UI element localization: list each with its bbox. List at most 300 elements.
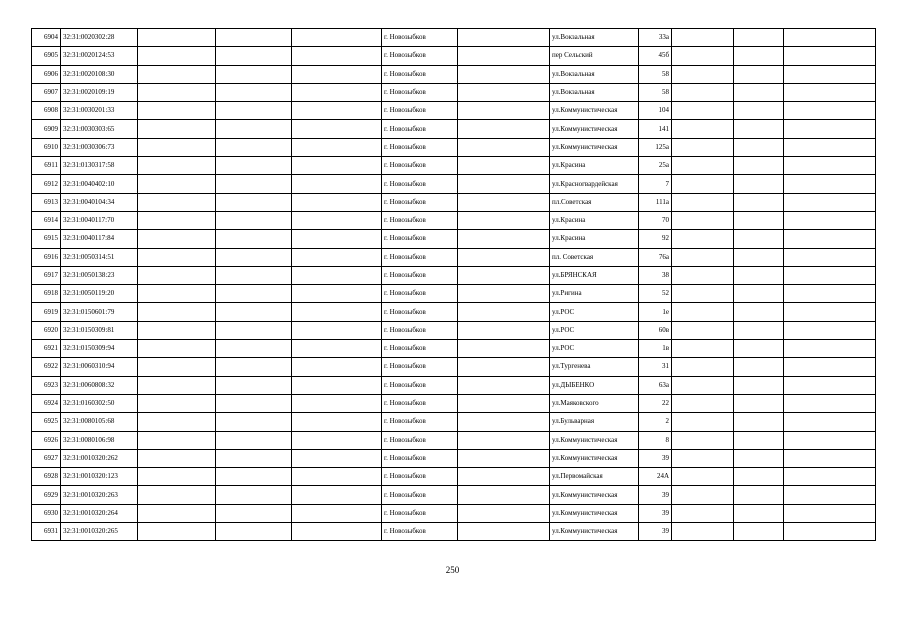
empty-cell (138, 303, 216, 321)
empty-cell (458, 431, 550, 449)
house-number-cell: 39 (639, 449, 672, 467)
empty-cell (138, 523, 216, 541)
empty-cell (216, 83, 292, 101)
empty-cell (216, 340, 292, 358)
empty-cell (292, 65, 382, 83)
empty-cell (734, 138, 784, 156)
empty-cell (216, 303, 292, 321)
empty-cell (138, 449, 216, 467)
row-number-cell: 6931 (32, 523, 61, 541)
row-number-cell: 6919 (32, 303, 61, 321)
empty-cell (216, 29, 292, 47)
cadastral-number-cell: 32:31:0060808:32 (61, 376, 138, 394)
row-number-cell: 6917 (32, 266, 61, 284)
empty-cell (734, 65, 784, 83)
city-cell: г. Новозыбков (382, 230, 458, 248)
empty-cell (672, 65, 734, 83)
street-cell: ул.Коммунистическая (550, 504, 639, 522)
street-cell: ул.Красногвардейская (550, 175, 639, 193)
empty-cell (672, 321, 734, 339)
city-cell: г. Новозыбков (382, 303, 458, 321)
empty-cell (216, 248, 292, 266)
cadastral-number-cell: 32:31:0010320:123 (61, 468, 138, 486)
empty-cell (672, 449, 734, 467)
empty-cell (138, 266, 216, 284)
house-number-cell: 125а (639, 138, 672, 156)
empty-cell (734, 120, 784, 138)
table-row (32, 358, 876, 376)
house-number-cell: 92 (639, 230, 672, 248)
empty-cell (458, 47, 550, 65)
empty-cell (734, 321, 784, 339)
empty-cell (672, 211, 734, 229)
empty-cell (138, 120, 216, 138)
row-number-cell: 6916 (32, 248, 61, 266)
city-cell: г. Новозыбков (382, 138, 458, 156)
row-number-cell: 6904 (32, 29, 61, 47)
cadastral-number-cell: 32:31:0080105:68 (61, 413, 138, 431)
empty-cell (138, 394, 216, 412)
row-number-cell: 6926 (32, 431, 61, 449)
empty-cell (672, 303, 734, 321)
empty-cell (292, 449, 382, 467)
city-cell: г. Новозыбков (382, 266, 458, 284)
table-row (32, 65, 876, 83)
house-number-cell: 38 (639, 266, 672, 284)
empty-cell (784, 47, 876, 65)
house-number-cell: 1в (639, 340, 672, 358)
empty-cell (292, 413, 382, 431)
row-number-cell: 6911 (32, 157, 61, 175)
empty-cell (292, 303, 382, 321)
cadastral-number-cell: 32:31:0150601:79 (61, 303, 138, 321)
city-cell: г. Новозыбков (382, 211, 458, 229)
empty-cell (734, 504, 784, 522)
cadastral-number-cell: 32:31:0040104:34 (61, 193, 138, 211)
empty-cell (138, 285, 216, 303)
street-cell: ул.Вокзальная (550, 29, 639, 47)
empty-cell (458, 120, 550, 138)
empty-cell (672, 523, 734, 541)
empty-cell (292, 431, 382, 449)
street-cell: ул.РОС (550, 321, 639, 339)
street-cell: ул.Коммунистическая (550, 138, 639, 156)
empty-cell (216, 376, 292, 394)
street-cell: ул.Красина (550, 211, 639, 229)
row-number-cell: 6924 (32, 394, 61, 412)
house-number-cell: 58 (639, 65, 672, 83)
house-number-cell: 141 (639, 120, 672, 138)
empty-cell (138, 47, 216, 65)
street-cell: ул.Вокзальная (550, 83, 639, 101)
empty-cell (458, 394, 550, 412)
empty-cell (458, 358, 550, 376)
row-number-cell: 6909 (32, 120, 61, 138)
empty-cell (138, 83, 216, 101)
table-row (32, 266, 876, 284)
cadastral-number-cell: 32:31:0040402:10 (61, 175, 138, 193)
empty-cell (138, 65, 216, 83)
empty-cell (292, 523, 382, 541)
row-number-cell: 6923 (32, 376, 61, 394)
city-cell: г. Новозыбков (382, 394, 458, 412)
empty-cell (734, 376, 784, 394)
cadastral-number-cell: 32:31:0010320:263 (61, 486, 138, 504)
city-cell: г. Новозыбков (382, 102, 458, 120)
row-number-cell: 6914 (32, 211, 61, 229)
table-row (32, 340, 876, 358)
empty-cell (216, 285, 292, 303)
empty-cell (216, 193, 292, 211)
empty-cell (784, 138, 876, 156)
empty-cell (734, 175, 784, 193)
empty-cell (138, 468, 216, 486)
empty-cell (292, 394, 382, 412)
table-row (32, 376, 876, 394)
table-row (32, 413, 876, 431)
empty-cell (672, 157, 734, 175)
cadastral-number-cell: 32:31:0050138:23 (61, 266, 138, 284)
empty-cell (784, 303, 876, 321)
empty-cell (216, 413, 292, 431)
empty-cell (784, 175, 876, 193)
empty-cell (216, 394, 292, 412)
house-number-cell: 39 (639, 523, 672, 541)
city-cell: г. Новозыбков (382, 504, 458, 522)
empty-cell (216, 523, 292, 541)
empty-cell (672, 102, 734, 120)
table-row (32, 175, 876, 193)
cadastral-number-cell: 32:31:0160302:50 (61, 394, 138, 412)
empty-cell (672, 285, 734, 303)
house-number-cell: 76а (639, 248, 672, 266)
empty-cell (458, 29, 550, 47)
cadastral-number-cell: 32:31:0010320:264 (61, 504, 138, 522)
city-cell: г. Новозыбков (382, 523, 458, 541)
empty-cell (458, 486, 550, 504)
house-number-cell: 7 (639, 175, 672, 193)
empty-cell (672, 193, 734, 211)
cadastral-number-cell: 32:31:0020302:28 (61, 29, 138, 47)
empty-cell (138, 175, 216, 193)
empty-cell (672, 413, 734, 431)
street-cell: ул.Бульварная (550, 413, 639, 431)
empty-cell (292, 230, 382, 248)
empty-cell (784, 230, 876, 248)
empty-cell (672, 266, 734, 284)
house-number-cell: 31 (639, 358, 672, 376)
empty-cell (734, 449, 784, 467)
house-number-cell: 39 (639, 486, 672, 504)
empty-cell (458, 175, 550, 193)
empty-cell (216, 358, 292, 376)
table-row (32, 248, 876, 266)
street-cell: ул.Ригина (550, 285, 639, 303)
cadastral-number-cell: 32:31:0060310:94 (61, 358, 138, 376)
empty-cell (672, 138, 734, 156)
empty-cell (458, 83, 550, 101)
empty-cell (784, 29, 876, 47)
row-number-cell: 6922 (32, 358, 61, 376)
row-number-cell: 6929 (32, 486, 61, 504)
empty-cell (138, 193, 216, 211)
empty-cell (672, 120, 734, 138)
empty-cell (784, 486, 876, 504)
house-number-cell: 2 (639, 413, 672, 431)
empty-cell (138, 138, 216, 156)
empty-cell (138, 486, 216, 504)
empty-cell (292, 468, 382, 486)
city-cell: г. Новозыбков (382, 29, 458, 47)
empty-cell (216, 504, 292, 522)
empty-cell (292, 102, 382, 120)
empty-cell (672, 340, 734, 358)
house-number-cell: 1е (639, 303, 672, 321)
cadastral-number-cell: 32:31:0050314:51 (61, 248, 138, 266)
cadastral-number-cell: 32:31:0030303:65 (61, 120, 138, 138)
row-number-cell: 6913 (32, 193, 61, 211)
cadastral-number-cell: 32:31:0010320:262 (61, 449, 138, 467)
empty-cell (784, 193, 876, 211)
row-number-cell: 6906 (32, 65, 61, 83)
city-cell: г. Новозыбков (382, 65, 458, 83)
empty-cell (784, 449, 876, 467)
empty-cell (672, 431, 734, 449)
empty-cell (784, 504, 876, 522)
row-number-cell: 6927 (32, 449, 61, 467)
empty-cell (734, 230, 784, 248)
city-cell: г. Новозыбков (382, 413, 458, 431)
property-register-table (31, 28, 876, 541)
empty-cell (458, 504, 550, 522)
house-number-cell: 25а (639, 157, 672, 175)
row-number-cell: 6915 (32, 230, 61, 248)
street-cell: ул.РОС (550, 303, 639, 321)
empty-cell (458, 65, 550, 83)
empty-cell (458, 230, 550, 248)
row-number-cell: 6907 (32, 83, 61, 101)
empty-cell (734, 340, 784, 358)
empty-cell (672, 47, 734, 65)
empty-cell (734, 157, 784, 175)
empty-cell (672, 83, 734, 101)
empty-cell (216, 102, 292, 120)
empty-cell (458, 193, 550, 211)
empty-cell (292, 175, 382, 193)
street-cell: ул.Коммунистическая (550, 449, 639, 467)
empty-cell (672, 468, 734, 486)
empty-cell (458, 138, 550, 156)
empty-cell (784, 431, 876, 449)
empty-cell (458, 157, 550, 175)
table-row (32, 102, 876, 120)
table-row (32, 29, 876, 47)
city-cell: г. Новозыбков (382, 193, 458, 211)
empty-cell (672, 376, 734, 394)
empty-cell (292, 29, 382, 47)
empty-cell (216, 468, 292, 486)
house-number-cell: 8 (639, 431, 672, 449)
empty-cell (138, 431, 216, 449)
empty-cell (734, 102, 784, 120)
empty-cell (784, 358, 876, 376)
house-number-cell: 63а (639, 376, 672, 394)
row-number-cell: 6918 (32, 285, 61, 303)
empty-cell (734, 358, 784, 376)
street-cell: ул.Коммунистическая (550, 486, 639, 504)
empty-cell (672, 29, 734, 47)
empty-cell (458, 248, 550, 266)
street-cell: ул.ДЫБЕНКО (550, 376, 639, 394)
empty-cell (734, 394, 784, 412)
table-row (32, 285, 876, 303)
empty-cell (458, 303, 550, 321)
empty-cell (216, 120, 292, 138)
empty-cell (784, 120, 876, 138)
house-number-cell: 111а (639, 193, 672, 211)
empty-cell (784, 340, 876, 358)
empty-cell (784, 83, 876, 101)
house-number-cell: 58 (639, 83, 672, 101)
cadastral-number-cell: 32:31:0020109:19 (61, 83, 138, 101)
empty-cell (784, 285, 876, 303)
table-row (32, 504, 876, 522)
empty-cell (734, 303, 784, 321)
empty-cell (292, 340, 382, 358)
table-row (32, 523, 876, 541)
empty-cell (458, 211, 550, 229)
empty-cell (138, 211, 216, 229)
empty-cell (292, 376, 382, 394)
city-cell: г. Новозыбков (382, 321, 458, 339)
empty-cell (734, 486, 784, 504)
empty-cell (292, 285, 382, 303)
empty-cell (138, 358, 216, 376)
table-row (32, 431, 876, 449)
street-cell: ул.Коммунистическая (550, 120, 639, 138)
empty-cell (138, 230, 216, 248)
table-body (32, 29, 876, 541)
house-number-cell: 60в (639, 321, 672, 339)
empty-cell (784, 248, 876, 266)
empty-cell (292, 266, 382, 284)
empty-cell (458, 321, 550, 339)
table-row (32, 157, 876, 175)
empty-cell (672, 504, 734, 522)
empty-cell (734, 211, 784, 229)
empty-cell (734, 29, 784, 47)
street-cell: пл. Советская (550, 248, 639, 266)
row-number-cell: 6928 (32, 468, 61, 486)
city-cell: г. Новозыбков (382, 376, 458, 394)
cadastral-number-cell: 32:31:0080106:98 (61, 431, 138, 449)
cadastral-number-cell: 32:31:0130317:58 (61, 157, 138, 175)
empty-cell (216, 321, 292, 339)
empty-cell (734, 468, 784, 486)
street-cell: ул.БРЯНСКАЯ (550, 266, 639, 284)
city-cell: г. Новозыбков (382, 175, 458, 193)
empty-cell (672, 248, 734, 266)
city-cell: г. Новозыбков (382, 83, 458, 101)
empty-cell (734, 413, 784, 431)
empty-cell (734, 248, 784, 266)
empty-cell (734, 83, 784, 101)
empty-cell (216, 449, 292, 467)
cadastral-number-cell: 32:31:0030306:73 (61, 138, 138, 156)
empty-cell (216, 230, 292, 248)
table-row (32, 468, 876, 486)
empty-cell (784, 523, 876, 541)
empty-cell (138, 376, 216, 394)
empty-cell (734, 266, 784, 284)
cadastral-number-cell: 32:31:0010320:265 (61, 523, 138, 541)
empty-cell (458, 468, 550, 486)
city-cell: г. Новозыбков (382, 157, 458, 175)
city-cell: г. Новозыбков (382, 431, 458, 449)
table-row (32, 449, 876, 467)
empty-cell (672, 358, 734, 376)
empty-cell (216, 486, 292, 504)
cadastral-number-cell: 32:31:0030201:33 (61, 102, 138, 120)
row-number-cell: 6905 (32, 47, 61, 65)
city-cell: г. Новозыбков (382, 449, 458, 467)
street-cell: ул.Тургенева (550, 358, 639, 376)
cadastral-number-cell: 32:31:0020124:53 (61, 47, 138, 65)
empty-cell (138, 248, 216, 266)
street-cell: ул.Коммунистическая (550, 523, 639, 541)
empty-cell (216, 65, 292, 83)
empty-cell (458, 413, 550, 431)
empty-cell (292, 47, 382, 65)
row-number-cell: 6925 (32, 413, 61, 431)
empty-cell (784, 65, 876, 83)
cadastral-number-cell: 32:31:0040117:84 (61, 230, 138, 248)
city-cell: г. Новозыбков (382, 120, 458, 138)
table-row (32, 47, 876, 65)
cadastral-number-cell: 32:31:0150309:81 (61, 321, 138, 339)
table-row (32, 120, 876, 138)
empty-cell (216, 266, 292, 284)
house-number-cell: 45б (639, 47, 672, 65)
table-row (32, 321, 876, 339)
empty-cell (784, 102, 876, 120)
street-cell: ул.Вокзальная (550, 65, 639, 83)
city-cell: г. Новозыбков (382, 358, 458, 376)
city-cell: г. Новозыбков (382, 340, 458, 358)
empty-cell (734, 193, 784, 211)
empty-cell (458, 102, 550, 120)
empty-cell (138, 340, 216, 358)
empty-cell (672, 394, 734, 412)
empty-cell (292, 157, 382, 175)
street-cell: ул.Маяковского (550, 394, 639, 412)
city-cell: г. Новозыбков (382, 486, 458, 504)
house-number-cell: 104 (639, 102, 672, 120)
empty-cell (734, 431, 784, 449)
empty-cell (458, 449, 550, 467)
empty-cell (292, 321, 382, 339)
table-row (32, 486, 876, 504)
cadastral-number-cell: 32:31:0050119:20 (61, 285, 138, 303)
empty-cell (458, 285, 550, 303)
house-number-cell: 52 (639, 285, 672, 303)
house-number-cell: 22 (639, 394, 672, 412)
empty-cell (734, 47, 784, 65)
table-row (32, 211, 876, 229)
street-cell: пер Сельский (550, 47, 639, 65)
empty-cell (138, 321, 216, 339)
empty-cell (138, 157, 216, 175)
